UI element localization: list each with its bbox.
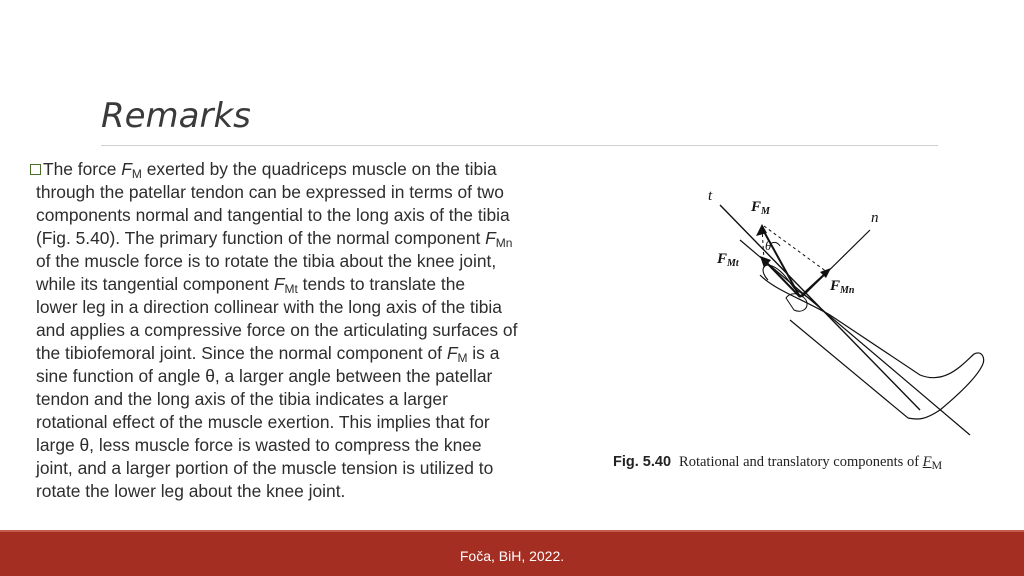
caption-symbol: F	[922, 454, 932, 470]
knee-force-diagram	[690, 180, 1000, 450]
leg-outline	[760, 275, 984, 419]
paragraph-line: joint, and a larger portion of the muscle tension is utilized to	[36, 458, 494, 478]
label-fm: $F_M$	[751, 199, 770, 217]
caption-symbol-sub: M	[931, 458, 943, 472]
patella-outline	[786, 294, 807, 312]
paragraph-line: of the muscle force is to rotate the tibia about the knee joint,	[36, 251, 497, 271]
paragraph-line: the tibiofemoral joint. Since the normal component of $F_M$ is a	[36, 343, 500, 365]
label-fmn: $F_{Mn}$	[830, 278, 855, 296]
paragraph-line: and applies a compressive force on the articulating surfaces of	[36, 320, 518, 340]
checkbox-bullet-icon	[30, 164, 41, 175]
paragraph-line: sine function of angle θ, a larger angle between the patellar	[36, 366, 493, 386]
fmn-vector	[800, 272, 827, 297]
label-n: n	[871, 210, 879, 226]
caption-figure-number: Fig. 5.40	[613, 454, 672, 470]
paragraph-line: The force $F_M$ exerted by the quadriceps muscle on the tibia	[30, 158, 590, 181]
label-t: t	[708, 188, 713, 204]
paragraph-line: rotational effect of the muscle exertion. This implies that for	[36, 412, 490, 432]
paragraph-line: components normal and tangential to the long axis of the tibia	[36, 205, 510, 225]
slide-title: Remarks	[101, 96, 251, 136]
label-theta: θ	[765, 238, 772, 253]
tibia-outline-line	[740, 240, 970, 435]
paragraph-line: large θ, less muscle force is wasted to compress the knee	[36, 435, 482, 455]
paragraph-line: while its tangential component $F_{Mt}$ tends to translate the	[36, 274, 466, 296]
paragraph-line: tendon and the long axis of the tibia indicates a larger	[36, 389, 448, 409]
paragraph-line: lower leg in a direction collinear with the long axis of the tibia	[36, 297, 502, 317]
title-divider	[101, 145, 938, 146]
paragraph-line: through the patellar tendon can be expressed in terms of two	[36, 182, 504, 202]
figure-caption	[613, 454, 942, 471]
paragraph-line: (Fig. 5.40). The primary function of the normal component $F_{Mn}$	[36, 228, 513, 250]
footer-text: Foča, BiH, 2022.	[459, 548, 565, 564]
label-fmt: $F_{Mt}$	[717, 251, 739, 269]
body-paragraph	[30, 158, 590, 503]
caption-text: Rotational and translatory components of	[679, 454, 923, 470]
paragraph-line: rotate the lower leg about the knee joint.	[36, 481, 346, 501]
